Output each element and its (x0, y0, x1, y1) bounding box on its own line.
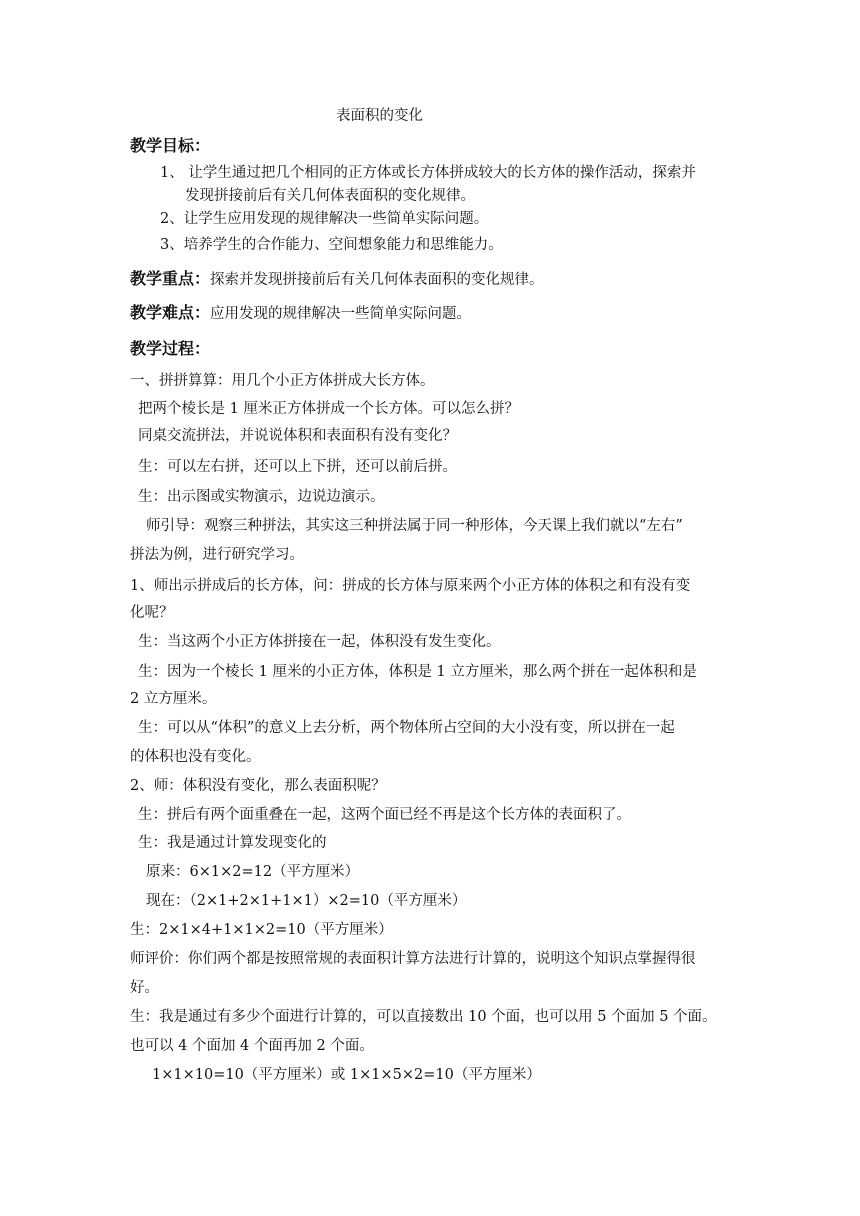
document-title: 表面积的变化 (336, 108, 423, 124)
objective-item-2: 2、让学生应用发现的规律解决一些简单实际问题。 (160, 211, 489, 227)
process-line: 生：我是通过计算发现变化的 (138, 835, 327, 851)
process-line: 生：当这两个小正方体拼接在一起，体积没有发生变化。 (138, 634, 501, 650)
process-line: 也可以 4 个面加 4 个面再加 2 个面。 (130, 1038, 374, 1054)
process-line: 师引导：观察三种拼法，其实这三种拼法属于同一种形体，今天课上我们就以“左右” (146, 518, 683, 534)
difficulty-label: 教学难点： (130, 303, 211, 322)
process-line: 好。 (130, 980, 159, 996)
process-line: 生：出示图或实物演示，边说边演示。 (138, 489, 385, 505)
objective-item-3: 3、培养学生的合作能力、空间想象能力和思维能力。 (160, 237, 503, 253)
process-line: 生：拼后有两个面重叠在一起，这两个面已经不再是这个长方体的表面积了。 (138, 807, 631, 823)
process-line: 生：我是通过有多少个面进行计算的，可以直接数出 10 个面，也可以用 5 个面加 5 个面。 (130, 1009, 717, 1025)
process-line: 生：可以左右拼，还可以上下拼，还可以前后拼。 (138, 459, 457, 475)
process-line: 1×1×10=10（平方厘米）或 1×1×5×2=10（平方厘米） (152, 1067, 541, 1083)
objective-item-1: 1、 让学生通过把几个相同的正方体或长方体拼成较大的长方体的操作活动，探索并 (160, 165, 696, 181)
process-line: 师评价：你们两个都是按照常规的表面积计算方法进行计算的，说明这个知识点掌握得很 (130, 951, 696, 967)
difficulty-text: 应用发现的规律解决一些简单实际问题。 (210, 306, 472, 322)
process-line: 把两个棱长是 1 厘米正方体拼成一个长方体。可以怎么拼？ (138, 401, 519, 417)
key-point-label: 教学重点： (130, 269, 211, 288)
process-line: 生：2×1×4+1×1×2=10（平方厘米） (130, 922, 393, 938)
objectives-heading: 教学目标： (130, 136, 211, 155)
process-line: 生：可以从“体积”的意义上去分析，两个物体所占空间的大小没有变，所以拼在一起 (138, 720, 675, 736)
process-line: 现在：（2×1+2×1+1×1）×2=10（平方厘米） (146, 893, 467, 909)
process-line: 拼法为例，进行研究学习。 (130, 547, 304, 563)
process-line: 同桌交流拼法，并说说体积和表面积有没有变化？ (138, 428, 457, 444)
process-line: 2 立方厘米。 (130, 691, 217, 707)
objective-item-1-cont: 发现拼接前后有关几何体表面积的变化规律。 (185, 188, 475, 204)
process-line: 的体积也没有变化。 (130, 749, 261, 765)
process-line: 一、拼拼算算：用几个小正方体拼成大长方体。 (130, 373, 435, 389)
process-line: 化呢？ (130, 605, 174, 621)
key-point (130, 270, 544, 289)
key-point-text: 探索并发现拼接前后有关几何体表面积的变化规律。 (210, 272, 544, 288)
process-line: 2、师：体积没有变化，那么表面积呢？ (130, 778, 386, 794)
process-line: 1、师出示拼成后的长方体，问：拼成的长方体与原来两个小正方体的体积之和有没有变 (130, 578, 691, 594)
process-line: 原来：6×1×2=12（平方厘米） (146, 864, 360, 880)
difficulty (130, 304, 471, 323)
process-line: 生：因为一个棱长 1 厘米的小正方体，体积是 1 立方厘米，那么两个拼在一起体积和是 (138, 664, 697, 680)
process-heading: 教学过程： (130, 339, 211, 358)
